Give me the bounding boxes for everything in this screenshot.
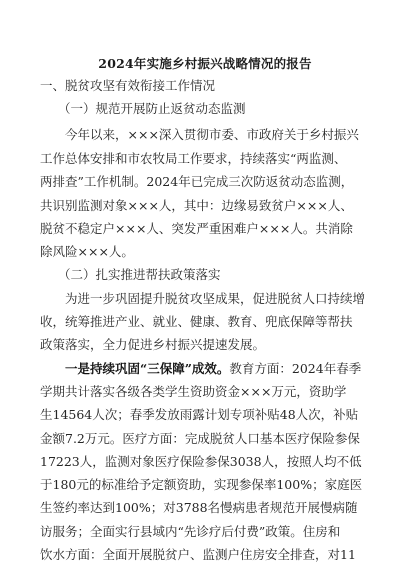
paragraph-line (65, 361, 361, 377)
paragraph-line: 脱贫不稳定户×××人、突发严重困难户×××人。共消除 (40, 221, 353, 236)
paragraph-line: 饮水方面：全面开展脱贫户、监测户住房安全排查，对11 (40, 547, 356, 562)
paragraph-line: 为进一步巩固提升脱贫攻坚成果，促进脱贫人口持续增 (65, 291, 366, 306)
paragraph-line: 除风险×××人。 (40, 244, 134, 259)
emphasis-lead: 一是持续巩固“三保障”成效。 (65, 361, 230, 376)
paragraph-line: 于180元的标准给予定额资助，实现参保率100%；家庭医 (40, 477, 363, 492)
paragraph-line: 两排查”工作机制。2024年已完成三次防返贫动态监测， (40, 174, 354, 189)
paragraph-line: 今年以来，×××深入贯彻市委、市政府关于乡村振兴 (65, 127, 359, 142)
paragraph-line: 工作总体安排和市农牧局工作要求，持续落实“两监测、 (40, 151, 347, 166)
paragraph-line: 生签约率达到100%；对3788名慢病患者规范开展慢病随 (40, 500, 358, 515)
paragraph-line: 17223人，监测对象医疗保险参保3038人，按照人均不低 (40, 454, 362, 469)
document-title: 2024年实施乡村振兴战略情况的报告 (98, 56, 312, 71)
paragraph-line: 政策落实，全力促进乡村振兴提速发展。 (40, 337, 266, 352)
subsection-heading: （一）规范开展防止返贫动态监测 (58, 101, 246, 116)
paragraph-line: 金额7.2万元。医疗方面：完成脱贫人口基本医疗保险参保 (40, 431, 360, 446)
subsection-heading: （二）扎实推进帮扶政策落实 (58, 267, 221, 282)
section-heading: 一、脱贫攻坚有效衔接工作情况 (40, 78, 216, 93)
paragraph-line: 共识别监测对象×××人，其中：边缘易致贫户×××人、 (40, 198, 353, 213)
paragraph-line: 收，统筹推进产业、就业、健康、教育、兜底保障等帮扶 (40, 314, 353, 329)
paragraph-line: 生14564人次；春季发放雨露计划专项补贴48人次，补贴 (40, 407, 359, 422)
paragraph-text: 教育方面：2024年春季 (229, 361, 362, 376)
paragraph-line: 学期共计落实各级各类学生资助资金×××万元，资助学 (40, 384, 347, 399)
paragraph-line: 访服务；全面实行县域内“先诊疗后付费”政策。住房和 (40, 524, 341, 539)
